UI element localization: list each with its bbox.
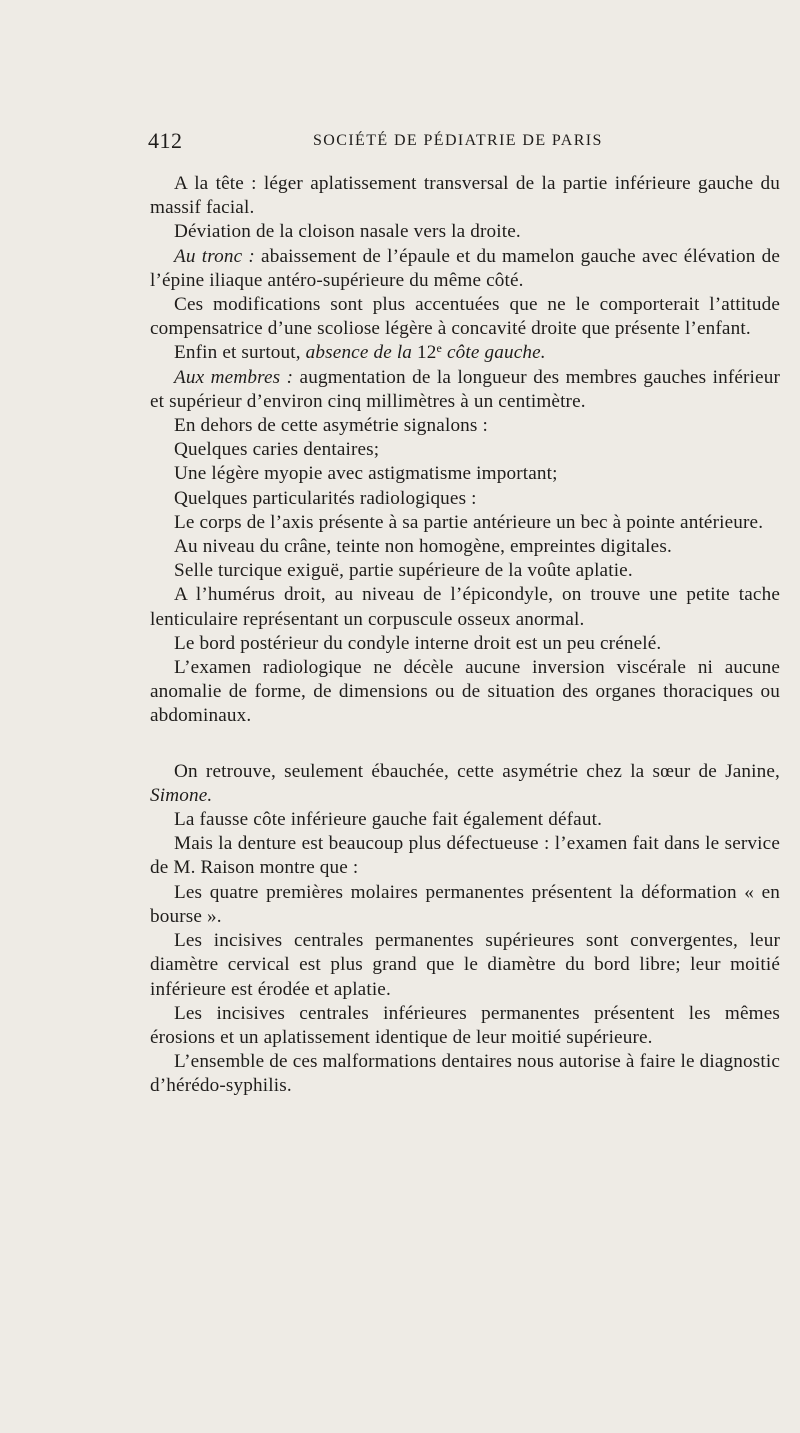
paragraph: A la tête : léger aplatissement transversal de la partie inférieure gauche du massif facial. [150,173,780,219]
page-number: 412 [148,128,183,153]
paragraph: Ces modifications sont plus accentuées que ne le comporterait l’attitude compensatrice d’une scoliose légère à concavité droite que présente l’enfant. [150,294,780,340]
italic-heading: Aux membres : [174,366,294,388]
italic-heading: Au tronc : [174,245,255,267]
paragraph: Mais la denture est beaucoup plus défectueuse : l’examen fait dans le service de M. Raison montre que : [150,833,780,879]
running-head: SOCIÉTÉ DE PÉDIATRIE DE PARIS [313,132,603,149]
paragraph: Quelques caries dentaires; [174,439,380,461]
paragraph: Le bord postérieur du condyle interne droit est un peu crénelé. [174,632,662,654]
paragraph: Au niveau du crâne, teinte non homogène, empreintes digitales. [174,536,672,558]
paragraph: A l’humérus droit, au niveau de l’épicondyle, on trouve une petite tache lenticulaire représentant un corpuscule osseux anormal. [150,584,780,630]
paragraph: Enfin et surtout, absence de la 12e côte gauche. [174,341,546,364]
paragraph: La fausse côte inférieure gauche fait également défaut. [174,809,603,831]
paragraph: Le corps de l’axis présente à sa partie antérieure un bec à pointe antérieure. [174,511,764,533]
paragraph: On retrouve, seulement ébauchée, cette asymétrie chez la sœur de Janine, Simone. [150,760,780,806]
paragraph: Les incisives centrales permanentes supérieures sont convergentes, leur diamètre cervical est plus grand que le diamètre du bord libre; leur moitié inférieure est érodée et aplatie. [150,930,780,1000]
paragraph: En dehors de cette asymétrie signalons : [174,415,488,437]
paragraph: Quelques particularités radiologiques : [174,487,477,509]
body-text [150,172,780,1099]
paragraph: L’examen radiologique ne décèle aucune inversion viscérale ni aucune anomalie de forme, de dimensions ou de situation des organes thoraciques ou abdominaux. [150,657,780,727]
paragraph: Les incisives centrales inférieures permanentes présentent les mêmes érosions et un aplatissement identique de leur moitié supérieure. [150,1002,780,1048]
paragraph: Les quatre premières molaires permanentes présentent la déformation « en bourse ». [150,881,780,927]
paragraph: Selle turcique exiguë, partie supérieure de la voûte aplatie. [174,560,633,582]
paragraph: Aux membres : augmentation de la longueur des membres gauches inférieur et supérieur d’environ cinq millimètres à un centimètre. [150,366,780,412]
paragraph: Une légère myopie avec astigmatisme important; [174,463,558,485]
paragraph: Au tronc : abaissement de l’épaule et du mamelon gauche avec élévation de l’épine iliaque antéro-supérieure du même côté. [150,245,780,291]
paragraph: L’ensemble de ces malformations dentaires nous autorise à faire le diagnostic d’hérédo-syphilis. [150,1051,780,1097]
page-header [148,128,780,154]
paragraph: Déviation de la cloison nasale vers la droite. [174,221,521,243]
